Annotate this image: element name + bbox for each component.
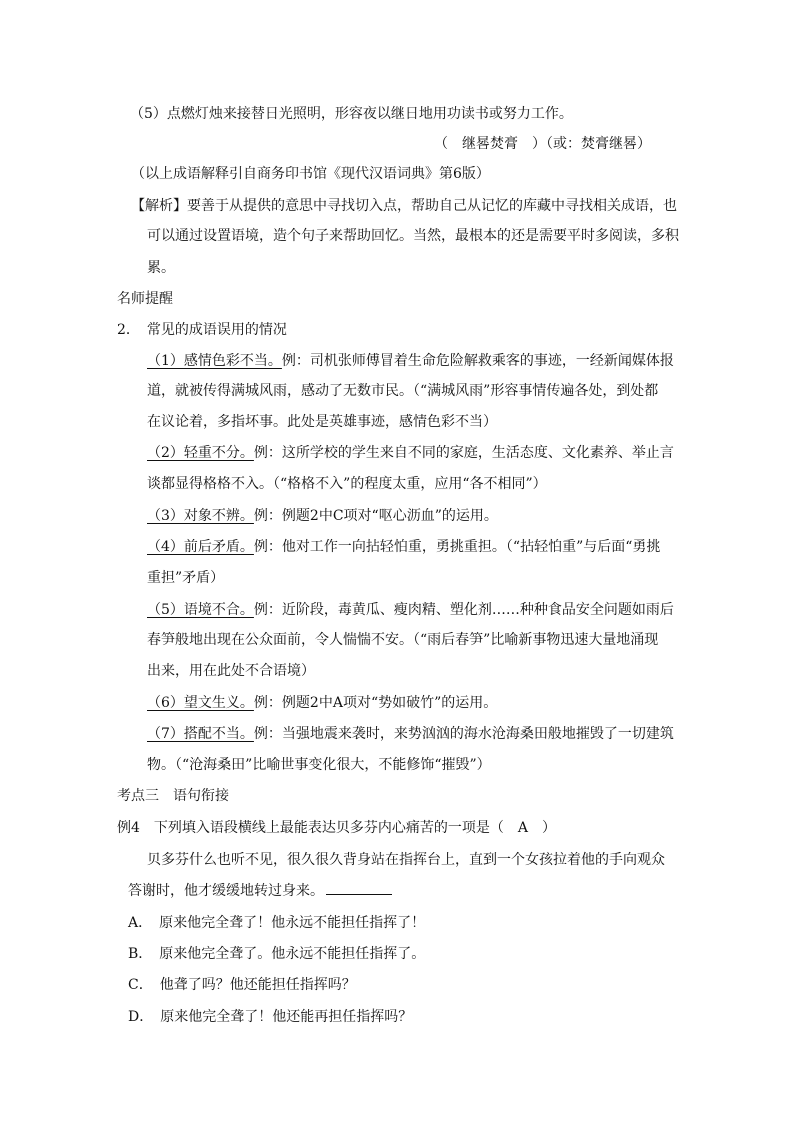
option-c: C． 他聋了吗？他还能担任指挥吗？ bbox=[128, 977, 356, 993]
item5-answer: （ 继晷焚膏 ）（或：焚膏继晷） bbox=[434, 136, 651, 152]
misuse-item-1 bbox=[147, 351, 674, 371]
item5-text: （5）点燃灯烛来接替日光照明，形容夜以继日地用功读书或努力工作。 bbox=[130, 106, 573, 122]
misuse-text: 例：司机张师傅冒着生命危险解救乘客的事迹，一经新闻媒体报 bbox=[281, 353, 674, 369]
misuse-text: 例：他对工作一向拈轻怕重，勇挑重担。（“拈轻怕重”与后面“勇挑 bbox=[253, 539, 661, 555]
misuse-label: （4）前后矛盾。 bbox=[147, 539, 254, 555]
misuse-item-5 bbox=[147, 600, 674, 620]
analysis-line-3: 累。 bbox=[147, 260, 175, 276]
misuse-text: 物。（“沧海桑田”比喻世事变化很大，不能修饰“摧毁”） bbox=[147, 757, 491, 773]
misuse-text: 谈都显得格格不入。（“格格不入”的程度太重，应用“各不相同”） bbox=[147, 476, 547, 492]
misuse-text: 出来，用在此处不合语境） bbox=[147, 663, 315, 679]
analysis-line-2: 可以通过设置语境，造个句子来帮助回忆。当然，最根本的还是需要平时多阅读，多积 bbox=[147, 228, 679, 244]
misuse-label: （1）感情色彩不当。 bbox=[147, 353, 282, 369]
misuse-label: （6）望文生义。 bbox=[147, 695, 254, 711]
misuse-text: 重担”矛盾） bbox=[147, 570, 225, 586]
citation: （以上成语解释引自商务印书馆《现代汉语词典》第6版） bbox=[131, 166, 490, 182]
misuse-item-2 bbox=[147, 443, 674, 463]
option-a: A． 原来他完全聋了！他永远不能担任指挥了！ bbox=[128, 915, 426, 931]
misuse-text: 在议论着，多指坏事。此处是英雄事迹，感情色彩不当） bbox=[147, 414, 497, 430]
section-heading: 考点三 语句衔接 bbox=[117, 788, 229, 804]
misuse-text: 道，就被传得满城风雨，感动了无数市民。（“满城风雨”形容事情传遍各处，到处都 bbox=[147, 383, 659, 399]
misuse-label: （2）轻重不分。 bbox=[147, 445, 254, 461]
tip-heading: 名师提醒 bbox=[117, 291, 173, 307]
misuse-text: 例：例题2中C项对“呕心沥血”的运用。 bbox=[253, 508, 498, 524]
passage-line-1: 贝多芬什么也听不见，很久很久背身站在指挥台上，直到一个女孩拉着他的手向观众 bbox=[147, 852, 665, 868]
misuse-label: （5）语境不合。 bbox=[147, 602, 254, 618]
misuse-item-7 bbox=[147, 724, 674, 744]
misuse-text: 例：当强地震来袭时，来势汹汹的海水沧海桑田般地摧毁了一切建筑 bbox=[253, 726, 674, 742]
answer-blank bbox=[326, 882, 392, 895]
example-stem: 例4 下列填入语段横线上最能表达贝多芬内心痛苦的一项是（ A ） bbox=[117, 820, 557, 836]
misuse-text: 春笋般地出现在公众面前，令人惴惴不安。（“雨后春笋”比喻新事物迅速大量地涌现 bbox=[147, 632, 659, 648]
misuse-text: 例：近阶段，毒黄瓜、瘦肉精、塑化剂……种种食品安全问题如雨后 bbox=[253, 602, 674, 618]
misuse-text: 例：这所学校的学生来自不同的家庭，生活态度、文化素养、举止言 bbox=[253, 445, 674, 461]
analysis-line-1: 【解析】要善于从提供的意思中寻找切入点，帮助自己从记忆的库藏中寻找相关成语，也 bbox=[131, 198, 677, 214]
option-d: D． 原来他完全聋了！他还能再担任指挥吗？ bbox=[128, 1009, 413, 1025]
passage-line-2: 答谢时，他才缓缓地转过身来。 bbox=[128, 881, 392, 901]
misuse-item-6 bbox=[147, 693, 497, 713]
option-b: B． 原来他完全聋了。他永远不能担任指挥了。 bbox=[128, 946, 426, 962]
section-title: 2． 常见的成语误用的情况 bbox=[117, 322, 287, 338]
misuse-item-3 bbox=[147, 506, 498, 526]
misuse-item-4 bbox=[147, 537, 660, 557]
misuse-text: 例：例题2中A项对“势如破竹”的运用。 bbox=[253, 695, 498, 711]
misuse-label: （3）对象不辨。 bbox=[147, 508, 254, 524]
misuse-label: （7）搭配不当。 bbox=[147, 726, 254, 742]
